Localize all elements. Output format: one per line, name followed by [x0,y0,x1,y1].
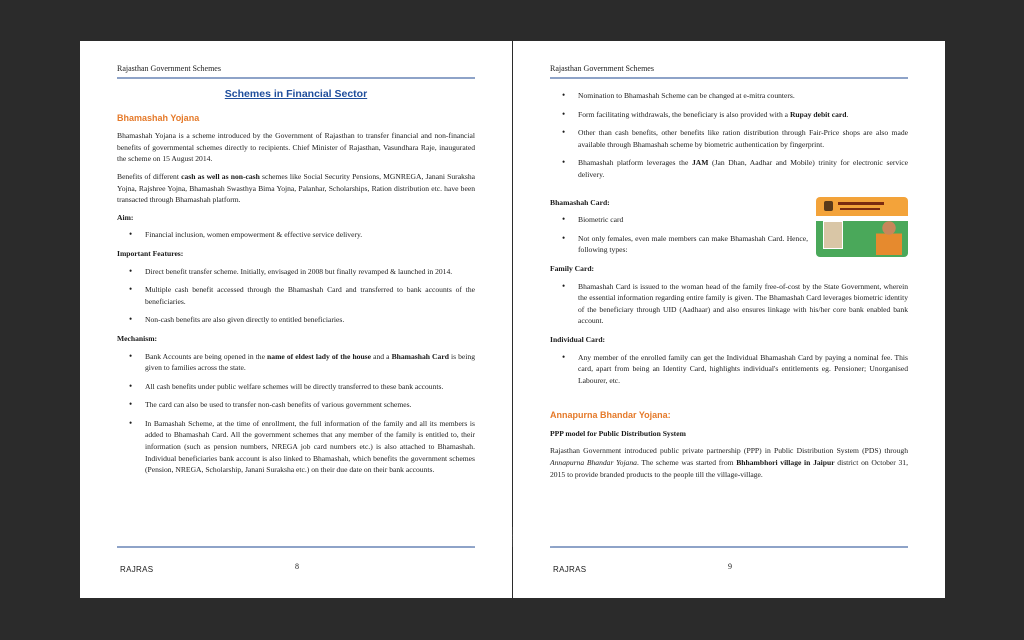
list-item: • Other than cash benefits, other benefits like ration distribution through Fair-Price shops are also made available through Bhamashah scheme by biometric authentication by fingerprint. [550,127,908,150]
aim-item: • Financial inclusion, women empowerment & effective service delivery. [117,229,475,241]
list-item-bold: JAM [691,158,709,168]
annapurna-paragraph [550,445,908,480]
list-item-text: (Jan Dhan, Aadhar and Mobile) trinity for electronic service delivery. [578,158,909,179]
right-page [513,41,945,598]
doc-title: Schemes in Financial Sector [224,88,368,100]
emblem-icon [824,201,833,211]
individual-card-item: • Any member of the enrolled family can get the Individual Bhamashah Card by paying a nominal fee. This card, apart from being an Identity Card, highlights individual's entitlements eg. Pensioner; Unorganised Labourer, etc. [550,352,908,387]
family-card-item: • Bhamashah Card is issued to the woman head of the family free-of-cost by the State Government, wherein the essential information regarding entire family is given. The Bhamashah Card leverages biometric identity of the beneficiary through UID (Aadhaar) and also ensures linkage with his/her core bank enabled bank account. [550,281,908,327]
annapurna-text: . The scheme was started from [636,458,737,468]
list-item-bold: Rupay debit card [789,109,847,119]
individual-card-list [550,352,908,387]
benefits-paragraph [117,171,475,206]
mechanism-item: • All cash benefits under public welfare schemes will be directly transferred to these bank accounts. [117,381,475,393]
card-list [550,214,808,256]
page-number: 8 [295,562,299,571]
card-label: Bhamashah Card: [550,197,610,207]
footer-divider [550,546,908,548]
feature-item: • Non-cash benefits are also given directly to entitled beneficiaries. [117,314,475,326]
section-title-annapurna: Annapurna Bhandar Yojana: [550,410,671,421]
mechanism-text: is being given to families across the state. [145,351,475,373]
mechanism-bold: name of eldest lady of the house [267,351,372,361]
mechanism-item: • The card can also be used to transfer non-cash benefits of various government schemes. [117,399,475,411]
left-page [80,41,512,598]
page-header: Rajasthan Government Schemes [550,64,654,73]
header-divider [550,77,908,79]
header-divider [117,77,475,79]
annapurna-bold: Bhhambhori village in Jaipur [736,458,835,468]
bhamashah-card-section [550,197,908,256]
page-indicator: Page 10 of 42 [470,527,554,547]
right-page-content [550,90,908,486]
benefits-text-post: schemes like Social Security Pensions, MGNREGA, Janani Suraksha Yojna, Rajshree Yojna, Bhamashah Swasthya Bima Yojna, Palanhar, Scholarships, Ration distribution etc. have been transacted through Bhamashah platform. [117,171,475,205]
ppp-label: PPP model for Public Distribution System [550,428,686,438]
mechanism-item [117,351,475,374]
card-photo [823,221,843,249]
family-card-list [550,281,908,327]
mechanism-item: • In Bamashah Scheme, at the time of enrollment, the full information of the family and all its members is added to Bhamashah Card. All the government schemes that any member of the family is entitled to, their information (such as pension numbers, NREGA job card numbers etc.) is also attached to Bhamashah. Individual beneficiaries bank account is also linked to Bhamashah, which benefits the government schemes (Pension, NREGA, Scholarship, Janani Suraksha etc.) on their due date on their bank accounts. [117,418,475,476]
footer-label: RAJRAS [120,565,154,574]
list-item: • Nomination to Bhamashah Scheme can be changed at e-mitra counters. [550,90,908,102]
list-item-text: Form facilitating withdrawals, the beneficiary is also provided with a [578,109,790,119]
features-list [117,266,475,326]
family-card-label: Family Card: [550,263,595,273]
aim-list [117,229,475,241]
list-item [550,157,908,180]
mechanism-text: Bank Accounts are being opened in the [145,351,268,361]
page-number: 9 [728,562,732,571]
footer-label: RAJRAS [553,565,587,574]
page-header: Rajasthan Government Schemes [117,64,221,73]
intro-paragraph: Bhamashah Yojana is a scheme introduced by the Government of Rajasthan to transfer financial and non-financial benefits of governmental schemes directly to recipients. Chief Minister of Rajasthan, Vasundhara Raje, inaugurated the scheme on 15 August 2014. [117,131,475,164]
list-item [550,109,908,121]
bhamashah-card-image [816,197,908,257]
card-item: • Biometric card [550,214,808,226]
feature-item: • Multiple cash benefit accessed through the Bhamashah Card and transferred to bank accounts of the beneficiaries. [117,284,475,307]
annapurna-italic: Annapurna Bhandar Yojana [550,458,637,468]
list-item-text: . [846,109,849,119]
benefits-text-bold: cash as well as non-cash [181,171,260,181]
features-label: Important Features: [117,248,184,258]
mechanism-text: and a [371,351,392,361]
top-list [550,90,908,181]
mechanism-list [117,351,475,476]
footer-divider [117,546,475,548]
mechanism-label: Mechanism: [117,333,158,343]
feature-item: • Direct benefit transfer scheme. Initially, envisaged in 2008 but finally revamped & launched in 2014. [117,266,475,278]
annapurna-text: Rajasthan Government introduced public private partnership (PPP) in Public Distribution System (PDS) through [550,446,908,456]
individual-card-label: Individual Card: [550,334,606,344]
aim-label: Aim: [117,212,134,222]
left-page-content [117,89,475,483]
annapurna-text: district on October 31, 2015 to provide branded products to the people till the village-village. [550,458,908,479]
list-item-text: Bhamashah platform leverages the [578,158,692,168]
card-portrait [876,219,902,255]
benefits-text-pre: Benefits of different [117,171,182,181]
mechanism-bold: Bhamashah Card [391,351,449,361]
section-title-bhamashah: Bhamashah Yojana [117,112,200,123]
card-item: • Not only females, even male members can make Bhamashah Card. Hence, following types: [550,233,808,256]
